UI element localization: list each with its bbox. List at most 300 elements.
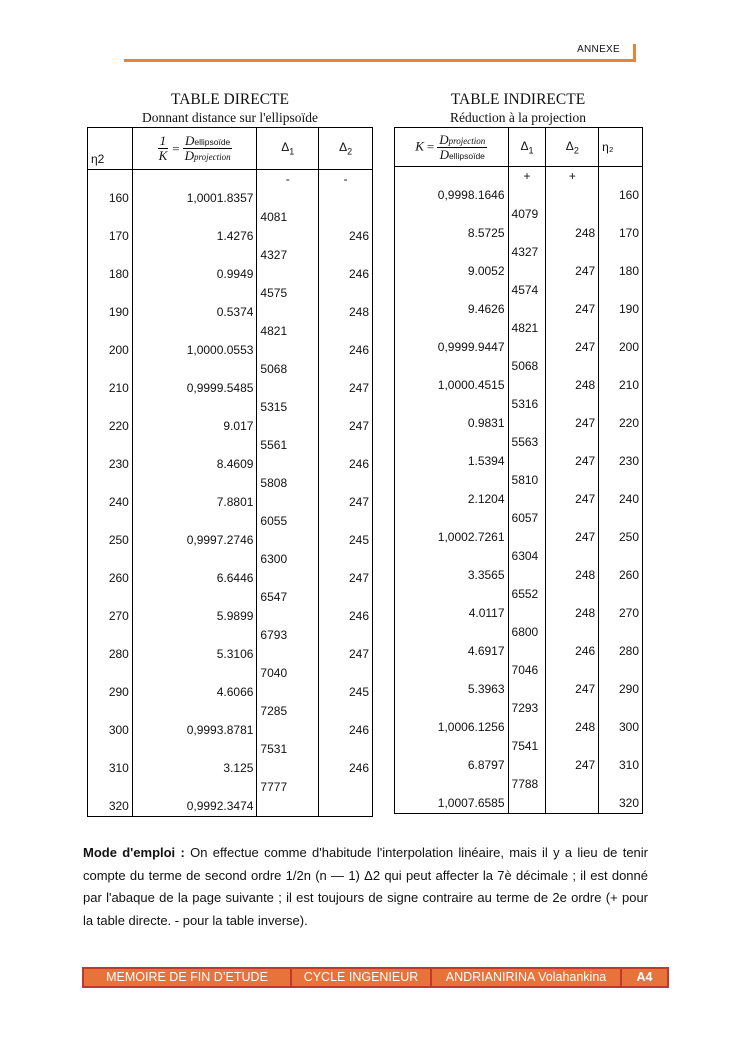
table-row (88, 645, 373, 664)
eta-value: 190 (88, 303, 133, 322)
delta2-value: 245 (319, 683, 373, 702)
eta-value: 260 (88, 569, 133, 588)
empty-cell (88, 626, 133, 645)
empty-cell (319, 208, 373, 227)
empty-cell (319, 246, 373, 265)
eta-value: 160 (88, 189, 133, 208)
delta-row (395, 661, 643, 680)
empty-cell (319, 702, 373, 721)
delta1-value: 6304 (508, 547, 546, 566)
delta2-value: 247 (546, 262, 599, 281)
empty-cell (546, 433, 599, 452)
coefficient-value: 0,9993.8781 (132, 721, 257, 740)
empty-cell (257, 265, 319, 284)
delta-row (395, 395, 643, 414)
delta-row (395, 281, 643, 300)
table-row (395, 604, 643, 623)
empty-cell (132, 550, 257, 569)
delta-row (88, 512, 373, 531)
empty-cell (88, 208, 133, 227)
table-row (395, 528, 643, 547)
delta1-value: 5068 (257, 360, 319, 379)
empty-cell (257, 569, 319, 588)
indirect-table-body (395, 167, 643, 814)
delta1-value: 4079 (508, 205, 546, 224)
eta-value: 200 (88, 341, 133, 360)
delta1-value: 4574 (508, 281, 546, 300)
page-footer (82, 967, 669, 988)
table-row (88, 379, 373, 398)
footer-author: ANDRIANIRINA Volahankina (432, 969, 622, 986)
eta-value: 190 (599, 300, 643, 319)
empty-cell (395, 547, 509, 566)
empty-cell (319, 474, 373, 493)
empty-cell (257, 417, 319, 436)
empty-cell (546, 775, 599, 794)
coefficient-value: 3.3565 (395, 566, 509, 585)
delta1-value: 7046 (508, 661, 546, 680)
delta-row (88, 284, 373, 303)
empty-cell (395, 319, 509, 338)
empty-cell (599, 205, 643, 224)
delta2-value: 246 (319, 227, 373, 246)
empty-cell (257, 721, 319, 740)
delta2-value: 246 (546, 642, 599, 661)
empty-cell (319, 512, 373, 531)
empty-cell (88, 436, 133, 455)
coefficient-value: 1,0002.7261 (395, 528, 509, 547)
delta-row (88, 246, 373, 265)
delta-row (88, 322, 373, 341)
col-delta2: $\Delta_2$ (319, 128, 373, 170)
empty-cell (88, 512, 133, 531)
table-row (88, 493, 373, 512)
table-row (88, 417, 373, 436)
eta-value: 280 (88, 645, 133, 664)
table-row (395, 186, 643, 205)
table-row (88, 303, 373, 322)
delta2-value: 247 (546, 490, 599, 509)
empty-cell (546, 243, 599, 262)
delta1-value: 6547 (257, 588, 319, 607)
empty-cell (546, 205, 599, 224)
table-row (88, 607, 373, 626)
eta-value: 290 (599, 680, 643, 699)
empty-cell (508, 186, 546, 205)
table-row (395, 262, 643, 281)
delta1-value: 4081 (257, 208, 319, 227)
delta2-value: 247 (319, 417, 373, 436)
delta1-value: 6300 (257, 550, 319, 569)
empty-cell (599, 357, 643, 376)
delta2-sign: - (319, 170, 373, 190)
table-row (395, 452, 643, 471)
coefficient-value: 0,9999.5485 (132, 379, 257, 398)
delta-row (88, 208, 373, 227)
delta2-value: 246 (319, 721, 373, 740)
coefficient-value: 0,9998.1646 (395, 186, 509, 205)
empty-cell (88, 588, 133, 607)
delta1-value: 4327 (257, 246, 319, 265)
eta-value: 260 (599, 566, 643, 585)
table-row (395, 490, 643, 509)
delta-row (395, 357, 643, 376)
table-row (395, 794, 643, 814)
delta1-value: 4575 (257, 284, 319, 303)
empty-cell (599, 395, 643, 414)
empty-cell (257, 683, 319, 702)
empty-cell (508, 528, 546, 547)
empty-cell (546, 395, 599, 414)
delta2-value: 247 (319, 569, 373, 588)
empty-cell (319, 284, 373, 303)
delta2-value: 247 (546, 528, 599, 547)
empty-cell (395, 243, 509, 262)
empty-cell (132, 170, 257, 190)
empty-cell (508, 414, 546, 433)
coefficient-value: 6.6446 (132, 569, 257, 588)
delta-row (88, 626, 373, 645)
empty-cell (395, 281, 509, 300)
empty-cell (546, 737, 599, 756)
eta-value: 180 (599, 262, 643, 281)
eta-value: 300 (88, 721, 133, 740)
delta2-value: 246 (319, 607, 373, 626)
empty-cell (257, 227, 319, 246)
empty-cell (546, 547, 599, 566)
coefficient-value: 5.3106 (132, 645, 257, 664)
left-table-title: TABLE DIRECTE (170, 91, 289, 108)
empty-cell (599, 319, 643, 338)
empty-cell (132, 474, 257, 493)
empty-cell (395, 623, 509, 642)
empty-cell (88, 398, 133, 417)
delta-row (395, 585, 643, 604)
empty-cell (508, 452, 546, 471)
table-row (395, 680, 643, 699)
delta1-value: 4821 (257, 322, 319, 341)
delta-row (88, 702, 373, 721)
delta1-value: 7541 (508, 737, 546, 756)
table-row (395, 376, 643, 395)
delta1-value: 4327 (508, 243, 546, 262)
empty-cell (546, 623, 599, 642)
delta2-value: 246 (319, 265, 373, 284)
empty-cell (88, 740, 133, 759)
delta2-value: 248 (546, 718, 599, 737)
coefficient-value: 9.017 (132, 417, 257, 436)
eta-value: 290 (88, 683, 133, 702)
delta1-value: 5561 (257, 436, 319, 455)
delta1-sign: + (508, 167, 546, 187)
delta2-value: 248 (546, 224, 599, 243)
delta-row (395, 623, 643, 642)
empty-cell (599, 509, 643, 528)
delta1-value: 7531 (257, 740, 319, 759)
col-delta1: $\Delta_1$ (508, 128, 546, 167)
table-row (395, 566, 643, 585)
coefficient-value: 1.5394 (395, 452, 509, 471)
table-row (88, 759, 373, 778)
empty-cell (319, 626, 373, 645)
empty-cell (395, 699, 509, 718)
empty-cell (599, 547, 643, 566)
footer-cycle: CYCLE INGENIEUR (292, 969, 432, 986)
empty-cell (88, 360, 133, 379)
empty-cell (88, 702, 133, 721)
table-row (395, 414, 643, 433)
delta1-value: 6793 (257, 626, 319, 645)
empty-cell (546, 585, 599, 604)
right-table-title: TABLE INDIRECTE (450, 91, 586, 108)
delta1-value: 4821 (508, 319, 546, 338)
delta1-value: 5563 (508, 433, 546, 452)
sign-row (88, 170, 373, 190)
empty-cell (395, 471, 509, 490)
coefficient-value: 6.8797 (395, 756, 509, 775)
coefficient-value: 4.0117 (395, 604, 509, 623)
header-tick (633, 44, 636, 62)
empty-cell (599, 699, 643, 718)
empty-cell (599, 623, 643, 642)
empty-cell (508, 794, 546, 814)
coefficient-value: 0,9997.2746 (132, 531, 257, 550)
coefficient-value: 2.1204 (395, 490, 509, 509)
delta-row (395, 243, 643, 262)
delta-row (88, 740, 373, 759)
table-row (88, 683, 373, 702)
col-delta2: $\Delta_2$ (546, 128, 599, 167)
table-row (88, 455, 373, 474)
empty-cell (132, 360, 257, 379)
eta-value: 250 (88, 531, 133, 550)
coefficient-value: 5.9899 (132, 607, 257, 626)
delta2-value: 248 (546, 604, 599, 623)
eta-value: 200 (599, 338, 643, 357)
empty-cell (319, 550, 373, 569)
empty-cell (546, 699, 599, 718)
empty-cell (599, 775, 643, 794)
eta-value: 270 (88, 607, 133, 626)
col-eta: η2 (88, 128, 133, 170)
empty-cell (132, 664, 257, 683)
empty-cell (319, 778, 373, 797)
footer-page-number: A4 (622, 969, 667, 986)
coefficient-value: 1,0007.6585 (395, 794, 509, 814)
delta1-value: 7788 (508, 775, 546, 794)
delta-row (395, 775, 643, 794)
coefficient-value: 0.5374 (132, 303, 257, 322)
delta2-value (546, 186, 599, 205)
eta-value: 210 (599, 376, 643, 395)
delta1-value: 5315 (257, 398, 319, 417)
delta-row (395, 319, 643, 338)
empty-cell (319, 360, 373, 379)
empty-cell (88, 170, 133, 190)
coefficient-value: 9.4626 (395, 300, 509, 319)
empty-cell (319, 436, 373, 455)
coefficient-value: 0,9992.3474 (132, 797, 257, 817)
delta2-value: 247 (546, 414, 599, 433)
left-table-subtitle: Donnant distance sur l'ellipsoïde (141, 110, 319, 125)
table-row (88, 797, 373, 817)
delta-row (88, 474, 373, 493)
coefficient-value: 8.5725 (395, 224, 509, 243)
empty-cell (395, 585, 509, 604)
empty-cell (395, 357, 509, 376)
table-row (88, 531, 373, 550)
table-row (395, 718, 643, 737)
delta2-value: 248 (319, 303, 373, 322)
eta-value: 310 (599, 756, 643, 775)
mode-emploi-label: Mode d'emploi : (83, 845, 185, 860)
delta2-value: 247 (546, 338, 599, 357)
right-table-subtitle: Réduction à la projection (449, 110, 587, 125)
mode-emploi-text: On effectue comme d'habitude l'interpolation linéaire, mais il y a lieu de tenir compte du terme de second ordre 1/2n (n — 1) Δ2 qui peut affecter la 7è décimale ; il est donné par l'abaque de la page suivante ; il est toujours de signe contraire au terme de 2e ordre (+ pour la table directe. - pour la table inverse). (83, 845, 649, 928)
eta-value: 240 (88, 493, 133, 512)
empty-cell (257, 379, 319, 398)
coefficient-value: 3.125 (132, 759, 257, 778)
delta2-value: 247 (546, 680, 599, 699)
delta-row (88, 778, 373, 797)
delta2-value: 247 (546, 300, 599, 319)
coefficient-value: 5.3963 (395, 680, 509, 699)
delta2-value (319, 797, 373, 817)
empty-cell (319, 664, 373, 683)
empty-cell (132, 398, 257, 417)
direct-table-body (88, 170, 373, 817)
table-row (88, 341, 373, 360)
empty-cell (546, 319, 599, 338)
empty-cell (395, 205, 509, 224)
delta-row (395, 547, 643, 566)
empty-cell (257, 607, 319, 626)
table-row (88, 569, 373, 588)
table-row (88, 721, 373, 740)
eta-value: 320 (599, 794, 643, 814)
delta2-value: 247 (319, 379, 373, 398)
empty-cell (508, 338, 546, 357)
empty-cell (508, 642, 546, 661)
empty-cell (132, 284, 257, 303)
coefficient-value: 1.4276 (132, 227, 257, 246)
coefficient-value: 4.6066 (132, 683, 257, 702)
delta-row (88, 436, 373, 455)
empty-cell (257, 189, 319, 208)
empty-cell (257, 455, 319, 474)
empty-cell (508, 300, 546, 319)
eta-value: 270 (599, 604, 643, 623)
delta1-value: 5316 (508, 395, 546, 414)
coefficient-value: 8.4609 (132, 455, 257, 474)
empty-cell (395, 433, 509, 452)
empty-cell (88, 778, 133, 797)
eta-value: 250 (599, 528, 643, 547)
eta-value: 280 (599, 642, 643, 661)
eta-value: 160 (599, 186, 643, 205)
delta1-value: 7293 (508, 699, 546, 718)
table-row (88, 227, 373, 246)
empty-cell (257, 645, 319, 664)
delta-row (395, 509, 643, 528)
eta-value: 320 (88, 797, 133, 817)
empty-cell (132, 512, 257, 531)
delta-row (88, 588, 373, 607)
empty-cell (599, 243, 643, 262)
empty-cell (395, 737, 509, 756)
coefficient-value: 0,9999.9447 (395, 338, 509, 357)
empty-cell (599, 737, 643, 756)
empty-cell (395, 661, 509, 680)
empty-cell (88, 246, 133, 265)
coefficient-value: 7.8801 (132, 493, 257, 512)
empty-cell (599, 471, 643, 490)
delta2-value: 246 (319, 455, 373, 474)
eta-value: 300 (599, 718, 643, 737)
delta-row (395, 205, 643, 224)
empty-cell (546, 471, 599, 490)
empty-cell (508, 224, 546, 243)
coefficient-value: 1,0000.0553 (132, 341, 257, 360)
empty-cell (395, 509, 509, 528)
delta2-value: 245 (319, 531, 373, 550)
empty-cell (88, 284, 133, 303)
empty-cell (319, 740, 373, 759)
direct-table (87, 127, 373, 817)
eta-value: 170 (599, 224, 643, 243)
page-header (0, 0, 744, 70)
table-row (395, 224, 643, 243)
delta2-value: 248 (546, 376, 599, 395)
empty-cell (319, 322, 373, 341)
empty-cell (508, 262, 546, 281)
empty-cell (257, 531, 319, 550)
empty-cell (132, 740, 257, 759)
coefficient-value: 9.0052 (395, 262, 509, 281)
empty-cell (395, 395, 509, 414)
empty-cell (132, 702, 257, 721)
delta2-value: 247 (546, 756, 599, 775)
empty-cell (508, 718, 546, 737)
empty-cell (132, 208, 257, 227)
eta-value: 230 (88, 455, 133, 474)
empty-cell (88, 550, 133, 569)
empty-cell (257, 797, 319, 817)
table-row (88, 189, 373, 208)
delta-row (395, 433, 643, 452)
delta1-value: 5068 (508, 357, 546, 376)
delta2-value: 246 (319, 341, 373, 360)
delta1-sign: - (257, 170, 319, 190)
empty-cell (546, 281, 599, 300)
eta-value: 230 (599, 452, 643, 471)
delta1-value: 5808 (257, 474, 319, 493)
delta2-value (319, 189, 373, 208)
empty-cell (546, 357, 599, 376)
empty-cell (88, 664, 133, 683)
empty-cell (257, 493, 319, 512)
empty-cell (599, 661, 643, 680)
coefficient-value: 1,0001.8357 (132, 189, 257, 208)
coefficient-value: 0.9949 (132, 265, 257, 284)
delta1-value: 6552 (508, 585, 546, 604)
delta2-value (546, 794, 599, 814)
delta1-value: 7777 (257, 778, 319, 797)
delta2-sign: + (546, 167, 599, 187)
delta-row (395, 471, 643, 490)
eta-value: 180 (88, 265, 133, 284)
delta-row (395, 737, 643, 756)
